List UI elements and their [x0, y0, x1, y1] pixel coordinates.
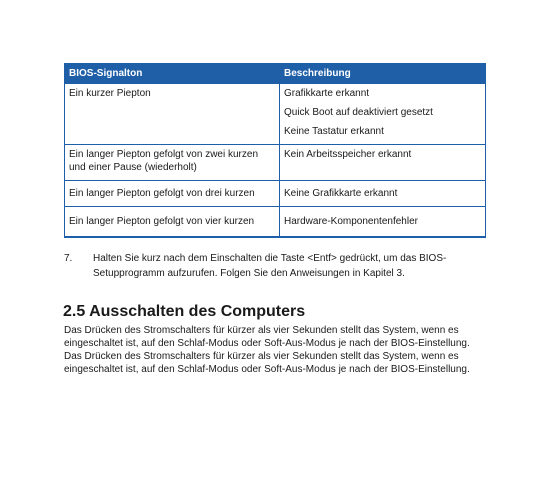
signal-cell: Ein langer Piepton gefolgt von drei kurzen: [65, 181, 280, 207]
header-description: Beschreibung: [280, 63, 486, 84]
description-cell: Kein Arbeitsspeicher erkannt: [280, 145, 486, 181]
description-cell: Keine Grafikkarte erkannt: [280, 181, 486, 207]
description-cell: Hardware-Komponentenfehler: [280, 207, 486, 238]
header-bios-signal: BIOS-Signalton: [65, 63, 280, 84]
bios-beep-table: [64, 63, 486, 238]
signal-cell: Ein langer Piepton gefolgt von zwei kurzen und einer Pause (wiederholt): [65, 145, 280, 181]
section-paragraph: Das Drücken des Stromschalters für kürzer als vier Sekunden stellt das System, wenn es eingeschaltet ist, auf den Schlaf-Modus oder Soft-Aus-Modus je nach der BIOS-Einstellung.: [64, 325, 470, 349]
signal-cell: Ein kurzer Piepton: [65, 84, 280, 145]
table-row: [65, 84, 486, 145]
step-7: [64, 251, 494, 281]
description-cell: [280, 84, 486, 145]
description-line: Quick Boot auf deaktiviert gesetzt: [284, 107, 433, 118]
section-body: [64, 324, 504, 376]
table-row: [65, 145, 486, 181]
description-line: Grafikkarte erkannt: [284, 88, 370, 99]
table-header-row: [65, 63, 486, 84]
table-row: [65, 207, 486, 238]
step-text: Halten Sie kurz nach dem Einschalten die Taste <Entf> gedrückt, um das BIOS-Setupprogramm aufzurufen. Folgen Sie den Anweisungen in Kapitel 3.: [93, 253, 447, 279]
section-title: 2.5 Ausschalten des Computers: [63, 303, 306, 320]
section-paragraph: Das Drücken des Stromschalters für kürzer als vier Sekunden stellt das System, wenn es eingeschaltet ist, auf den Schlaf-Modus oder Soft-Aus-Modus je nach der BIOS-Einstellung.: [64, 351, 470, 375]
step-number: 7.: [64, 253, 73, 264]
table-row: [65, 181, 486, 207]
description-line: Keine Tastatur erkannt: [284, 126, 384, 137]
signal-cell: Ein langer Piepton gefolgt von vier kurzen: [65, 207, 280, 238]
